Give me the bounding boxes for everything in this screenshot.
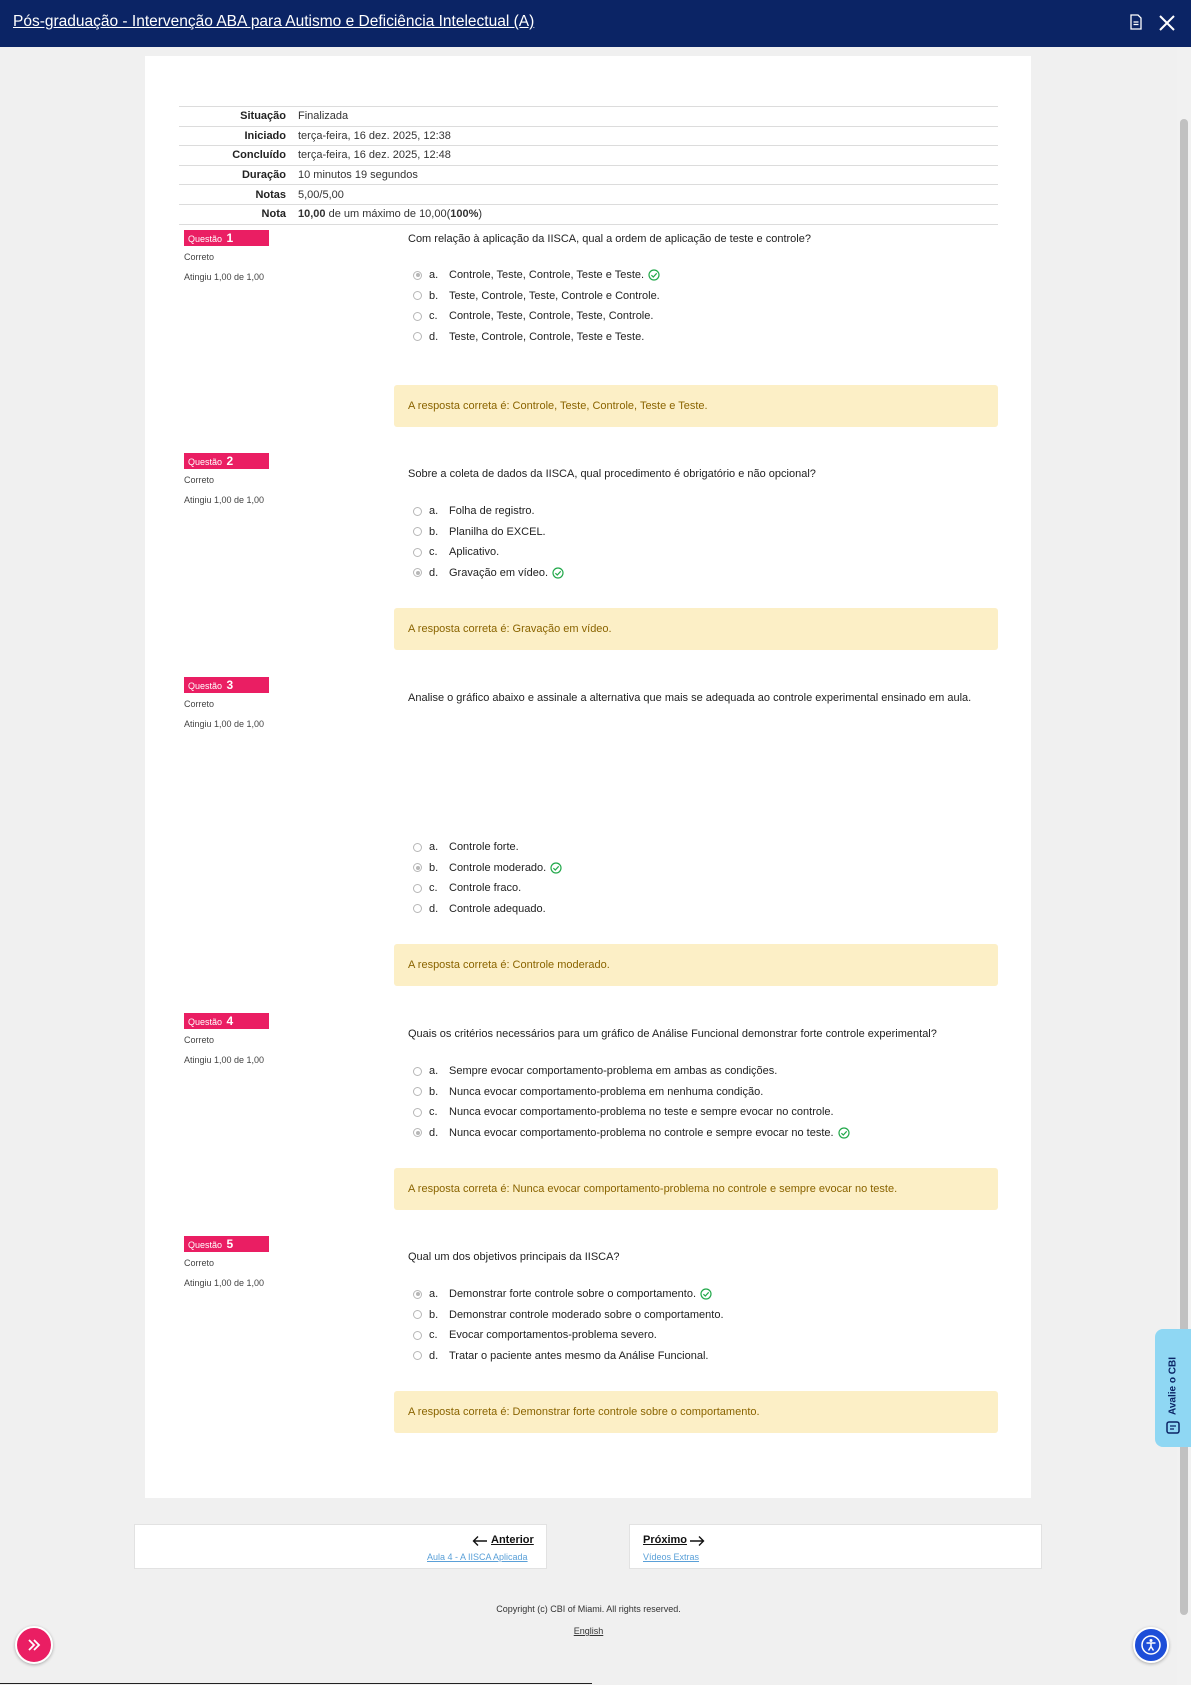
- summary-row: [179, 165, 998, 185]
- question-grade: Atingiu 1,00 de 1,00: [184, 495, 265, 505]
- summary-label: Notas: [179, 185, 292, 205]
- answer-options: [413, 501, 1013, 583]
- answer-radio: [413, 507, 422, 516]
- answer-option: [413, 837, 1013, 858]
- answer-radio: [413, 1108, 422, 1117]
- correct-answer-feedback: A resposta correta é: Nunca evocar comportamento-problema no controle e sempre evocar no teste.: [394, 1168, 998, 1210]
- answer-option: [413, 858, 1013, 879]
- top-bar: [0, 0, 1191, 47]
- question-info: [184, 676, 384, 729]
- answer-text: Teste, Controle, Teste, Controle e Controle.: [449, 289, 660, 302]
- answer-text: Controle fraco.: [449, 882, 522, 895]
- answer-radio: [413, 568, 422, 577]
- answer-text: Tratar o paciente antes mesmo da Análise Funcional.: [449, 1349, 709, 1362]
- attempt-summary-table: [179, 106, 998, 225]
- accessibility-button[interactable]: [1133, 1627, 1169, 1663]
- answer-letter: b.: [429, 525, 439, 538]
- question-number: 1: [226, 231, 234, 245]
- answer-letter: c.: [429, 546, 438, 559]
- summary-row: [179, 107, 998, 127]
- answer-radio: [413, 291, 422, 300]
- answer-option: [413, 1346, 1013, 1367]
- answer-options: [413, 265, 1013, 347]
- summary-value: Finalizada: [292, 107, 998, 127]
- answer-text: Controle moderado.: [449, 861, 547, 874]
- rate-cbi-label: Avalie o CBI: [1167, 1357, 1179, 1415]
- answer-text: Demonstrar controle moderado sobre o comportamento.: [449, 1308, 724, 1321]
- summary-label: Duração: [179, 165, 292, 185]
- question-info: [184, 1012, 384, 1065]
- answer-text: Gravação em vídeo.: [449, 566, 549, 579]
- answer-text: Nunca evocar comportamento-problema no controle e sempre evocar no teste.: [449, 1126, 834, 1139]
- answer-text: Controle, Teste, Controle, Teste, Controle.: [449, 310, 654, 323]
- question-text: Com relação à aplicação da IISCA, qual a ordem de aplicação de teste e controle?: [408, 233, 811, 245]
- answer-letter: c.: [429, 1106, 438, 1119]
- answer-letter: b.: [429, 1085, 439, 1098]
- answer-text: Nunca evocar comportamento-problema em nenhuma condição.: [449, 1085, 764, 1098]
- question-text: Sobre a coleta de dados da IISCA, qual procedimento é obrigatório e não opcional?: [408, 468, 816, 480]
- answer-text: Controle adequado.: [449, 902, 546, 915]
- question-state: Correto: [184, 252, 215, 262]
- summary-value: 10 minutos 19 segundos: [292, 165, 998, 185]
- summary-label: Concluído: [179, 146, 292, 166]
- question-state: Correto: [184, 1258, 215, 1268]
- answer-radio: [413, 527, 422, 536]
- question-badge-prefix: Questão: [188, 457, 223, 467]
- answer-text: Evocar comportamentos-problema severo.: [449, 1329, 657, 1342]
- summary-value: terça-feira, 16 dez. 2025, 12:48: [292, 146, 998, 166]
- correct-check-icon: [700, 1288, 712, 1300]
- question-badge: [184, 1013, 269, 1029]
- question-grade: Atingiu 1,00 de 1,00: [184, 1055, 265, 1065]
- prev-label[interactable]: Anterior: [491, 1534, 534, 1546]
- question-badge: [184, 230, 269, 246]
- answer-text: Controle, Teste, Controle, Teste e Teste.: [449, 269, 645, 282]
- answer-radio: [413, 332, 422, 341]
- question-info: [184, 229, 384, 282]
- answer-option: [413, 1123, 1013, 1144]
- answer-letter: c.: [429, 310, 438, 323]
- correct-answer-feedback: A resposta correta é: Demonstrar forte controle sobre o comportamento.: [394, 1391, 998, 1433]
- question-badge-prefix: Questão: [188, 234, 223, 244]
- question-info: [184, 1235, 384, 1288]
- answer-letter: b.: [429, 289, 439, 302]
- question-grade: Atingiu 1,00 de 1,00: [184, 719, 265, 729]
- answer-option: [413, 265, 1013, 286]
- answer-letter: d.: [429, 330, 439, 343]
- language-selector[interactable]: [0, 1626, 1177, 1636]
- grade-end: ): [478, 208, 483, 221]
- question-number: 2: [226, 454, 234, 468]
- answer-option: [413, 542, 1013, 563]
- summary-label: Situação: [179, 107, 292, 127]
- answer-letter: b.: [429, 1308, 439, 1321]
- close-icon[interactable]: [1156, 12, 1178, 34]
- answer-letter: c.: [429, 1329, 438, 1342]
- answer-radio: [413, 1351, 422, 1360]
- next-label[interactable]: Próximo: [643, 1534, 688, 1546]
- correct-check-icon: [838, 1127, 850, 1139]
- answer-radio: [413, 1128, 422, 1137]
- rate-cbi-tab[interactable]: [1155, 1329, 1191, 1447]
- answer-text: Sempre evocar comportamento-problema em ambas as condições.: [449, 1065, 778, 1078]
- next-activity-link[interactable]: Vídeos Extras: [643, 1552, 700, 1562]
- question-number: 5: [226, 1237, 234, 1251]
- answer-letter: a.: [429, 841, 439, 854]
- summary-row-grade: [179, 204, 998, 224]
- prev-activity-box[interactable]: [134, 1524, 547, 1569]
- correct-answer-feedback: A resposta correta é: Controle, Teste, Controle, Teste e Teste.: [394, 385, 998, 427]
- arrow-right-icon: [689, 1535, 705, 1547]
- bottom-divider: [0, 1683, 592, 1684]
- answer-letter: c.: [429, 882, 438, 895]
- correct-check-icon: [550, 862, 562, 874]
- answer-radio: [413, 843, 422, 852]
- expand-drawer-button[interactable]: [15, 1626, 53, 1664]
- grade-score: 10,00: [298, 208, 326, 221]
- answer-radio: [413, 1290, 422, 1299]
- answer-letter: a.: [429, 269, 439, 282]
- answer-option: [413, 522, 1013, 543]
- answer-option: [413, 1102, 1013, 1123]
- answer-radio: [413, 548, 422, 557]
- summary-value: 5,00/5,00: [292, 185, 998, 205]
- answer-letter: a.: [429, 505, 439, 518]
- prev-activity-link[interactable]: Aula 4 - A IISCA Aplicada: [427, 1552, 528, 1562]
- summary-row: [179, 146, 998, 166]
- chat-feedback-icon: [1166, 1421, 1180, 1435]
- arrow-left-icon: [472, 1535, 488, 1547]
- answer-option: [413, 327, 1013, 348]
- answer-radio: [413, 904, 422, 913]
- question-badge-prefix: Questão: [188, 1017, 223, 1027]
- answer-option: [413, 306, 1013, 327]
- answer-option: [413, 286, 1013, 307]
- answer-text: Folha de registro.: [449, 505, 535, 518]
- answer-letter: a.: [429, 1288, 439, 1301]
- answer-option: [413, 1061, 1013, 1082]
- answer-options: [413, 837, 1013, 919]
- correct-check-icon: [648, 269, 660, 281]
- question-text: Analise o gráfico abaixo e assinale a alternativa que mais se adequada ao controle experimental ensinado em aula.: [408, 692, 972, 704]
- question-info: [184, 452, 384, 505]
- question-grade: Atingiu 1,00 de 1,00: [184, 1278, 265, 1288]
- answer-radio: [413, 863, 422, 872]
- answer-text: Teste, Controle, Controle, Teste e Teste.: [449, 330, 645, 343]
- grade-value: [292, 204, 998, 224]
- question-badge: [184, 1236, 269, 1252]
- answer-radio: [413, 312, 422, 321]
- correct-check-icon: [552, 567, 564, 579]
- answer-radio: [413, 1087, 422, 1096]
- next-activity-box[interactable]: [629, 1524, 1042, 1569]
- correct-answer-feedback: A resposta correta é: Controle moderado.: [394, 944, 998, 986]
- answer-option: [413, 501, 1013, 522]
- question-badge: [184, 453, 269, 469]
- question-state: Correto: [184, 475, 215, 485]
- answer-text: Aplicativo.: [449, 546, 500, 559]
- answer-radio: [413, 1310, 422, 1319]
- answer-radio: [413, 884, 422, 893]
- grade-max: de um máximo de 10,00(: [325, 208, 451, 221]
- answer-letter: d.: [429, 1126, 439, 1139]
- question-number: 3: [226, 678, 234, 692]
- question-badge: [184, 677, 269, 693]
- double-chevron-right-icon: [26, 1637, 42, 1653]
- summary-value: terça-feira, 16 dez. 2025, 12:38: [292, 126, 998, 146]
- answer-option: [413, 1325, 1013, 1346]
- answer-letter: d.: [429, 902, 439, 915]
- question-grade: Atingiu 1,00 de 1,00: [184, 272, 265, 282]
- question-state: Correto: [184, 699, 215, 709]
- answer-options: [413, 1284, 1013, 1366]
- answer-option: [413, 563, 1013, 584]
- correct-answer-feedback: A resposta correta é: Gravação em vídeo.: [394, 608, 998, 650]
- answer-option: [413, 878, 1013, 899]
- answer-option: [413, 1305, 1013, 1326]
- question-state: Correto: [184, 1035, 215, 1045]
- course-title-link[interactable]: Pós-graduação - Intervenção ABA para Autismo e Deficiência Intelectual (A): [13, 13, 535, 30]
- answer-radio: [413, 1067, 422, 1076]
- question-badge-prefix: Questão: [188, 1240, 223, 1250]
- answer-letter: d.: [429, 1349, 439, 1362]
- summary-row: [179, 185, 998, 205]
- answer-letter: d.: [429, 566, 439, 579]
- answer-text: Controle forte.: [449, 841, 519, 854]
- document-icon[interactable]: [1127, 13, 1145, 31]
- answer-options: [413, 1061, 1013, 1143]
- question-number: 4: [226, 1014, 234, 1028]
- accessibility-icon: [1141, 1635, 1161, 1655]
- answer-option: [413, 1284, 1013, 1305]
- answer-text: Planilha do EXCEL.: [449, 525, 546, 538]
- copyright-text: Copyright (c) CBI of Miami. All rights reserved.: [496, 1604, 681, 1614]
- grade-percent: 100%: [450, 208, 479, 221]
- answer-option: [413, 1082, 1013, 1103]
- answer-radio: [413, 1331, 422, 1340]
- question-text: Qual um dos objetivos principais da IISCA?: [408, 1251, 620, 1263]
- grade-label: Nota: [179, 204, 292, 224]
- language-link[interactable]: English: [573, 1626, 604, 1636]
- answer-letter: a.: [429, 1065, 439, 1078]
- answer-option: [413, 899, 1013, 920]
- question-badge-prefix: Questão: [188, 681, 223, 691]
- answer-text: Demonstrar forte controle sobre o comportamento.: [449, 1288, 697, 1301]
- answer-text: Nunca evocar comportamento-problema no teste e sempre evocar no controle.: [449, 1106, 834, 1119]
- answer-radio: [413, 271, 422, 280]
- summary-row: [179, 126, 998, 146]
- summary-label: Iniciado: [179, 126, 292, 146]
- question-text: Quais os critérios necessários para um gráfico de Análise Funcional demonstrar forte controle experimental?: [408, 1028, 937, 1040]
- answer-letter: b.: [429, 861, 439, 874]
